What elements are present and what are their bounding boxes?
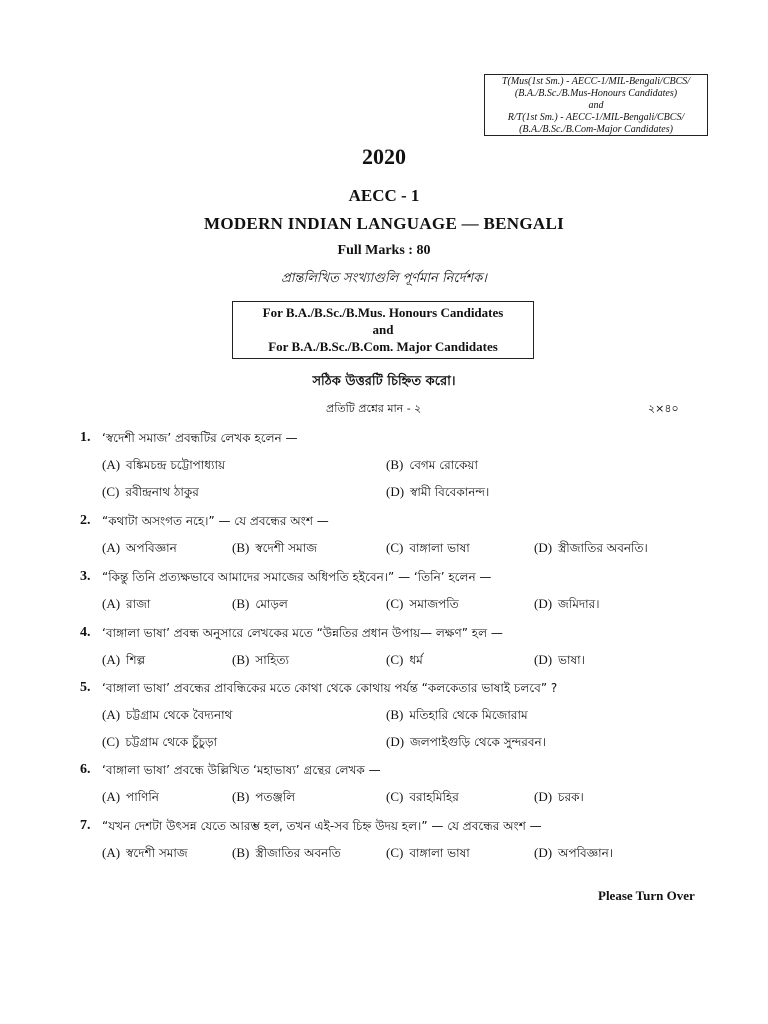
question-1 (80, 425, 720, 505)
question-text: “যখন দেশটা উৎসন্ন যেতে আরম্ভ হল, তখন এই-সব চিহ্ন উদয় হল।” — যে প্রবন্ধের অংশ — (102, 819, 542, 833)
question-number: 7. (80, 818, 91, 833)
question-number: 3. (80, 569, 91, 584)
option-d[interactable]: (D) ভাষা। (534, 652, 585, 667)
candidates-line-1: For B.A./B.Sc./B.Mus. Honours Candidates (262, 305, 504, 320)
question-text: ‘বাঙ্গালা ভাষা’ প্রবন্ধে উল্লিখিত ‘মহাভাষ্য’ গ্রন্থের লেখক — (102, 763, 381, 777)
option-c[interactable]: (C) বরাহমিহির (386, 789, 459, 804)
option-a[interactable]: (A) বঙ্কিমচন্দ্র চট্টোপাধ্যায় (102, 457, 226, 472)
question-text: ‘স্বদেশী সমাজ’ প্রবন্ধটির লেখক হলেন — (102, 431, 298, 445)
option-c[interactable]: (C) বাঙ্গালা ভাষা (386, 540, 470, 555)
question-2 (80, 508, 720, 561)
option-b[interactable]: (B) সাহিত্য (232, 652, 289, 667)
option-c[interactable]: (C) ধর্ম (386, 652, 423, 667)
paper-code-box (484, 74, 708, 136)
option-a[interactable]: (A) পাণিনি (102, 789, 159, 804)
option-a[interactable]: (A) অপবিজ্ঞান (102, 540, 177, 555)
option-b[interactable]: (B) স্বদেশী সমাজ (232, 540, 317, 555)
option-a[interactable]: (A) রাজা (102, 596, 151, 611)
option-b[interactable]: (B) মোড়ল (232, 596, 288, 611)
option-c[interactable]: (C) রবীন্দ্রনাথ ঠাকুর (102, 484, 199, 499)
question-text: “কিন্তু তিনি প্রত্যক্ষভাবে আমাদের সমাজের অধিপতি হইবেন।” — ‘তিনি’ হলেন — (102, 570, 492, 584)
question-3 (80, 564, 720, 617)
option-d[interactable]: (D) অপবিজ্ঞান। (534, 845, 614, 860)
code-line-1: T(Mus(1st Sm.) - AECC-1/MIL-Bengali/CBCS/ (501, 76, 691, 87)
option-c[interactable]: (C) সমাজপতি (386, 596, 459, 611)
option-d[interactable]: (D) জলপাইগুড়ি থেকে সুন্দরবন। (386, 734, 547, 749)
candidates-line-3: For B.A./B.Sc./B.Com. Major Candidates (268, 339, 498, 354)
please-turn-over: Please Turn Over (598, 888, 695, 903)
full-marks: Full Marks : 80 (337, 243, 431, 258)
candidates-line-2: and (372, 322, 394, 337)
question-5 (80, 675, 720, 755)
option-d[interactable]: (D) স্ত্রীজাতির অবনতি। (534, 540, 648, 555)
option-a[interactable]: (A) স্বদেশী সমাজ (102, 845, 188, 860)
instruction: সঠিক উত্তরটি চিহ্নিত করো। (312, 374, 456, 389)
question-text: ‘বাঙ্গালা ভাষা’ প্রবন্ধের প্রাবন্ধিকের মতে কোথা থেকে কোথায় পর্যন্ত “কলকেতার ভাষাই চলবে” ? (102, 681, 558, 695)
option-b[interactable]: (B) মতিহারি থেকে মিজোরাম (386, 707, 528, 722)
question-number: 5. (80, 680, 91, 695)
margin-note: প্রান্তলিখিত সংখ্যাগুলি পূর্ণমান নির্দেশক। (281, 271, 487, 286)
option-b[interactable]: (B) বেগম রোকেয়া (386, 457, 478, 472)
question-number: 6. (80, 762, 91, 777)
code-line-5: (B.A./B.Sc./B.Com-Major Candidates) (519, 124, 673, 135)
question-number: 1. (80, 430, 91, 445)
question-text: ‘বাঙ্গালা ভাষা’ প্রবন্ধ অনুসারে লেখকের মতে “উন্নতির প্রধান উপায়— লক্ষণ” হল — (102, 626, 503, 640)
total-marks: ২×৪০ (648, 402, 679, 415)
option-b[interactable]: (B) স্ত্রীজাতির অবনতি (232, 845, 341, 860)
option-c[interactable]: (C) চট্টগ্রাম থেকে চুঁচুড়া (102, 734, 218, 749)
exam-year: 2020 (362, 144, 406, 169)
option-a[interactable]: (A) শিল্প (102, 652, 146, 667)
code-line-3: and (588, 100, 604, 111)
paper-code: AECC - 1 (348, 186, 420, 205)
option-c[interactable]: (C) বাঙ্গালা ভাষা (386, 845, 470, 860)
question-number: 2. (80, 513, 91, 528)
question-6 (80, 757, 720, 810)
candidates-box (232, 301, 534, 359)
question-number: 4. (80, 625, 91, 640)
question-4 (80, 620, 720, 673)
option-b[interactable]: (B) পতঞ্জলি (232, 789, 296, 804)
option-d[interactable]: (D) জমিদার। (534, 596, 600, 611)
option-d[interactable]: (D) স্বামী বিবেকানন্দ। (386, 484, 490, 499)
code-line-2: (B.A./B.Sc./B.Mus-Honours Candidates) (514, 88, 678, 99)
question-text: “কথাটা অসংগত নহে।” — যে প্রবন্ধের অংশ — (102, 514, 329, 528)
paper-title: MODERN INDIAN LANGUAGE — BENGALI (203, 214, 565, 233)
option-a[interactable]: (A) চট্টগ্রাম থেকে বৈদ্যনাথ (102, 707, 233, 722)
option-d[interactable]: (D) চরক। (534, 789, 584, 804)
each-question-marks: প্রতিটি প্রশ্নের মান - ২ (326, 402, 422, 415)
question-7 (80, 813, 720, 866)
code-line-4: R/T(1st Sm.) - AECC-1/MIL-Bengali/CBCS/ (507, 112, 685, 123)
